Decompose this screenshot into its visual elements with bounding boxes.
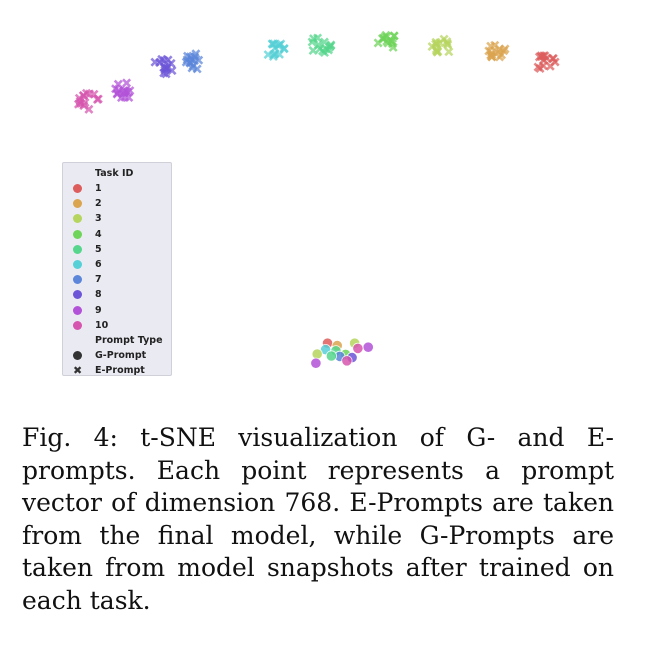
- legend-circle-icon: [73, 290, 82, 299]
- legend-label: 7: [95, 274, 102, 286]
- legend-circle-icon: [73, 260, 82, 269]
- legend-task-list: [73, 181, 171, 333]
- legend-type-title: Prompt Type: [95, 334, 163, 346]
- legend-label: 1: [95, 183, 102, 194]
- figure-caption: Fig. 4: t-SNE visualization of G- and E-prompts. Each point represents a prompt vector of dimension 768. E-Prompts are taken from the final model, while G-Prompts are taken from model snapshots after trained on each task.: [22, 423, 614, 615]
- legend-label: 8: [95, 289, 102, 301]
- legend-label: G-Prompt: [95, 349, 147, 361]
- legend-label: 9: [95, 304, 102, 316]
- legend-label: 5: [95, 243, 102, 255]
- legend-circle-icon: [73, 214, 82, 223]
- g-prompt-point-task-10: [342, 356, 352, 366]
- legend-entry-e-prompt: [73, 363, 171, 378]
- g-prompt-point-task-3: [312, 349, 322, 359]
- g-prompt-point-task-10: [353, 343, 363, 353]
- legend: [62, 162, 172, 376]
- e-prompt-point-task-9: [123, 79, 130, 86]
- legend-entry-task-4: [73, 227, 171, 242]
- legend-circle-icon: [73, 245, 82, 254]
- legend-circle-icon: [73, 230, 82, 239]
- g-prompt-point-task-5: [326, 351, 336, 361]
- g-prompt-point-task-9: [311, 358, 321, 368]
- legend-entry-task-5: [73, 242, 171, 257]
- legend-circle-icon: [73, 306, 82, 315]
- legend-entry-task-7: [73, 272, 171, 287]
- cross-marker-icon: ✖: [73, 364, 83, 378]
- legend-label: 10: [95, 319, 109, 331]
- legend-label: 3: [95, 213, 102, 225]
- legend-entry-task-10: [73, 318, 171, 333]
- legend-circle-icon: [73, 184, 82, 193]
- legend-entry-task-2: [73, 196, 171, 211]
- legend-entry-task-1: [73, 181, 171, 196]
- legend-task-title: Task ID: [95, 168, 134, 179]
- legend-label: 4: [95, 228, 102, 240]
- e-prompt-point-task-1: [547, 63, 554, 70]
- g-prompt-point-task-9: [363, 342, 373, 352]
- legend-entry-task-3: [73, 211, 171, 226]
- circle-marker-icon: [73, 351, 82, 360]
- legend-entry-g-prompt: [73, 348, 171, 363]
- e-prompt-point-task-3: [445, 48, 452, 55]
- legend-label: E-Prompt: [95, 365, 145, 377]
- legend-entry-task-9: [73, 303, 171, 318]
- legend-circle-icon: [73, 275, 82, 284]
- legend-entry-task-6: [73, 257, 171, 272]
- legend-circle-icon: [73, 199, 82, 208]
- legend-circle-icon: [73, 321, 82, 330]
- legend-entry-task-8: [73, 287, 171, 302]
- legend-label: 2: [95, 198, 102, 210]
- legend-label: 6: [95, 258, 102, 270]
